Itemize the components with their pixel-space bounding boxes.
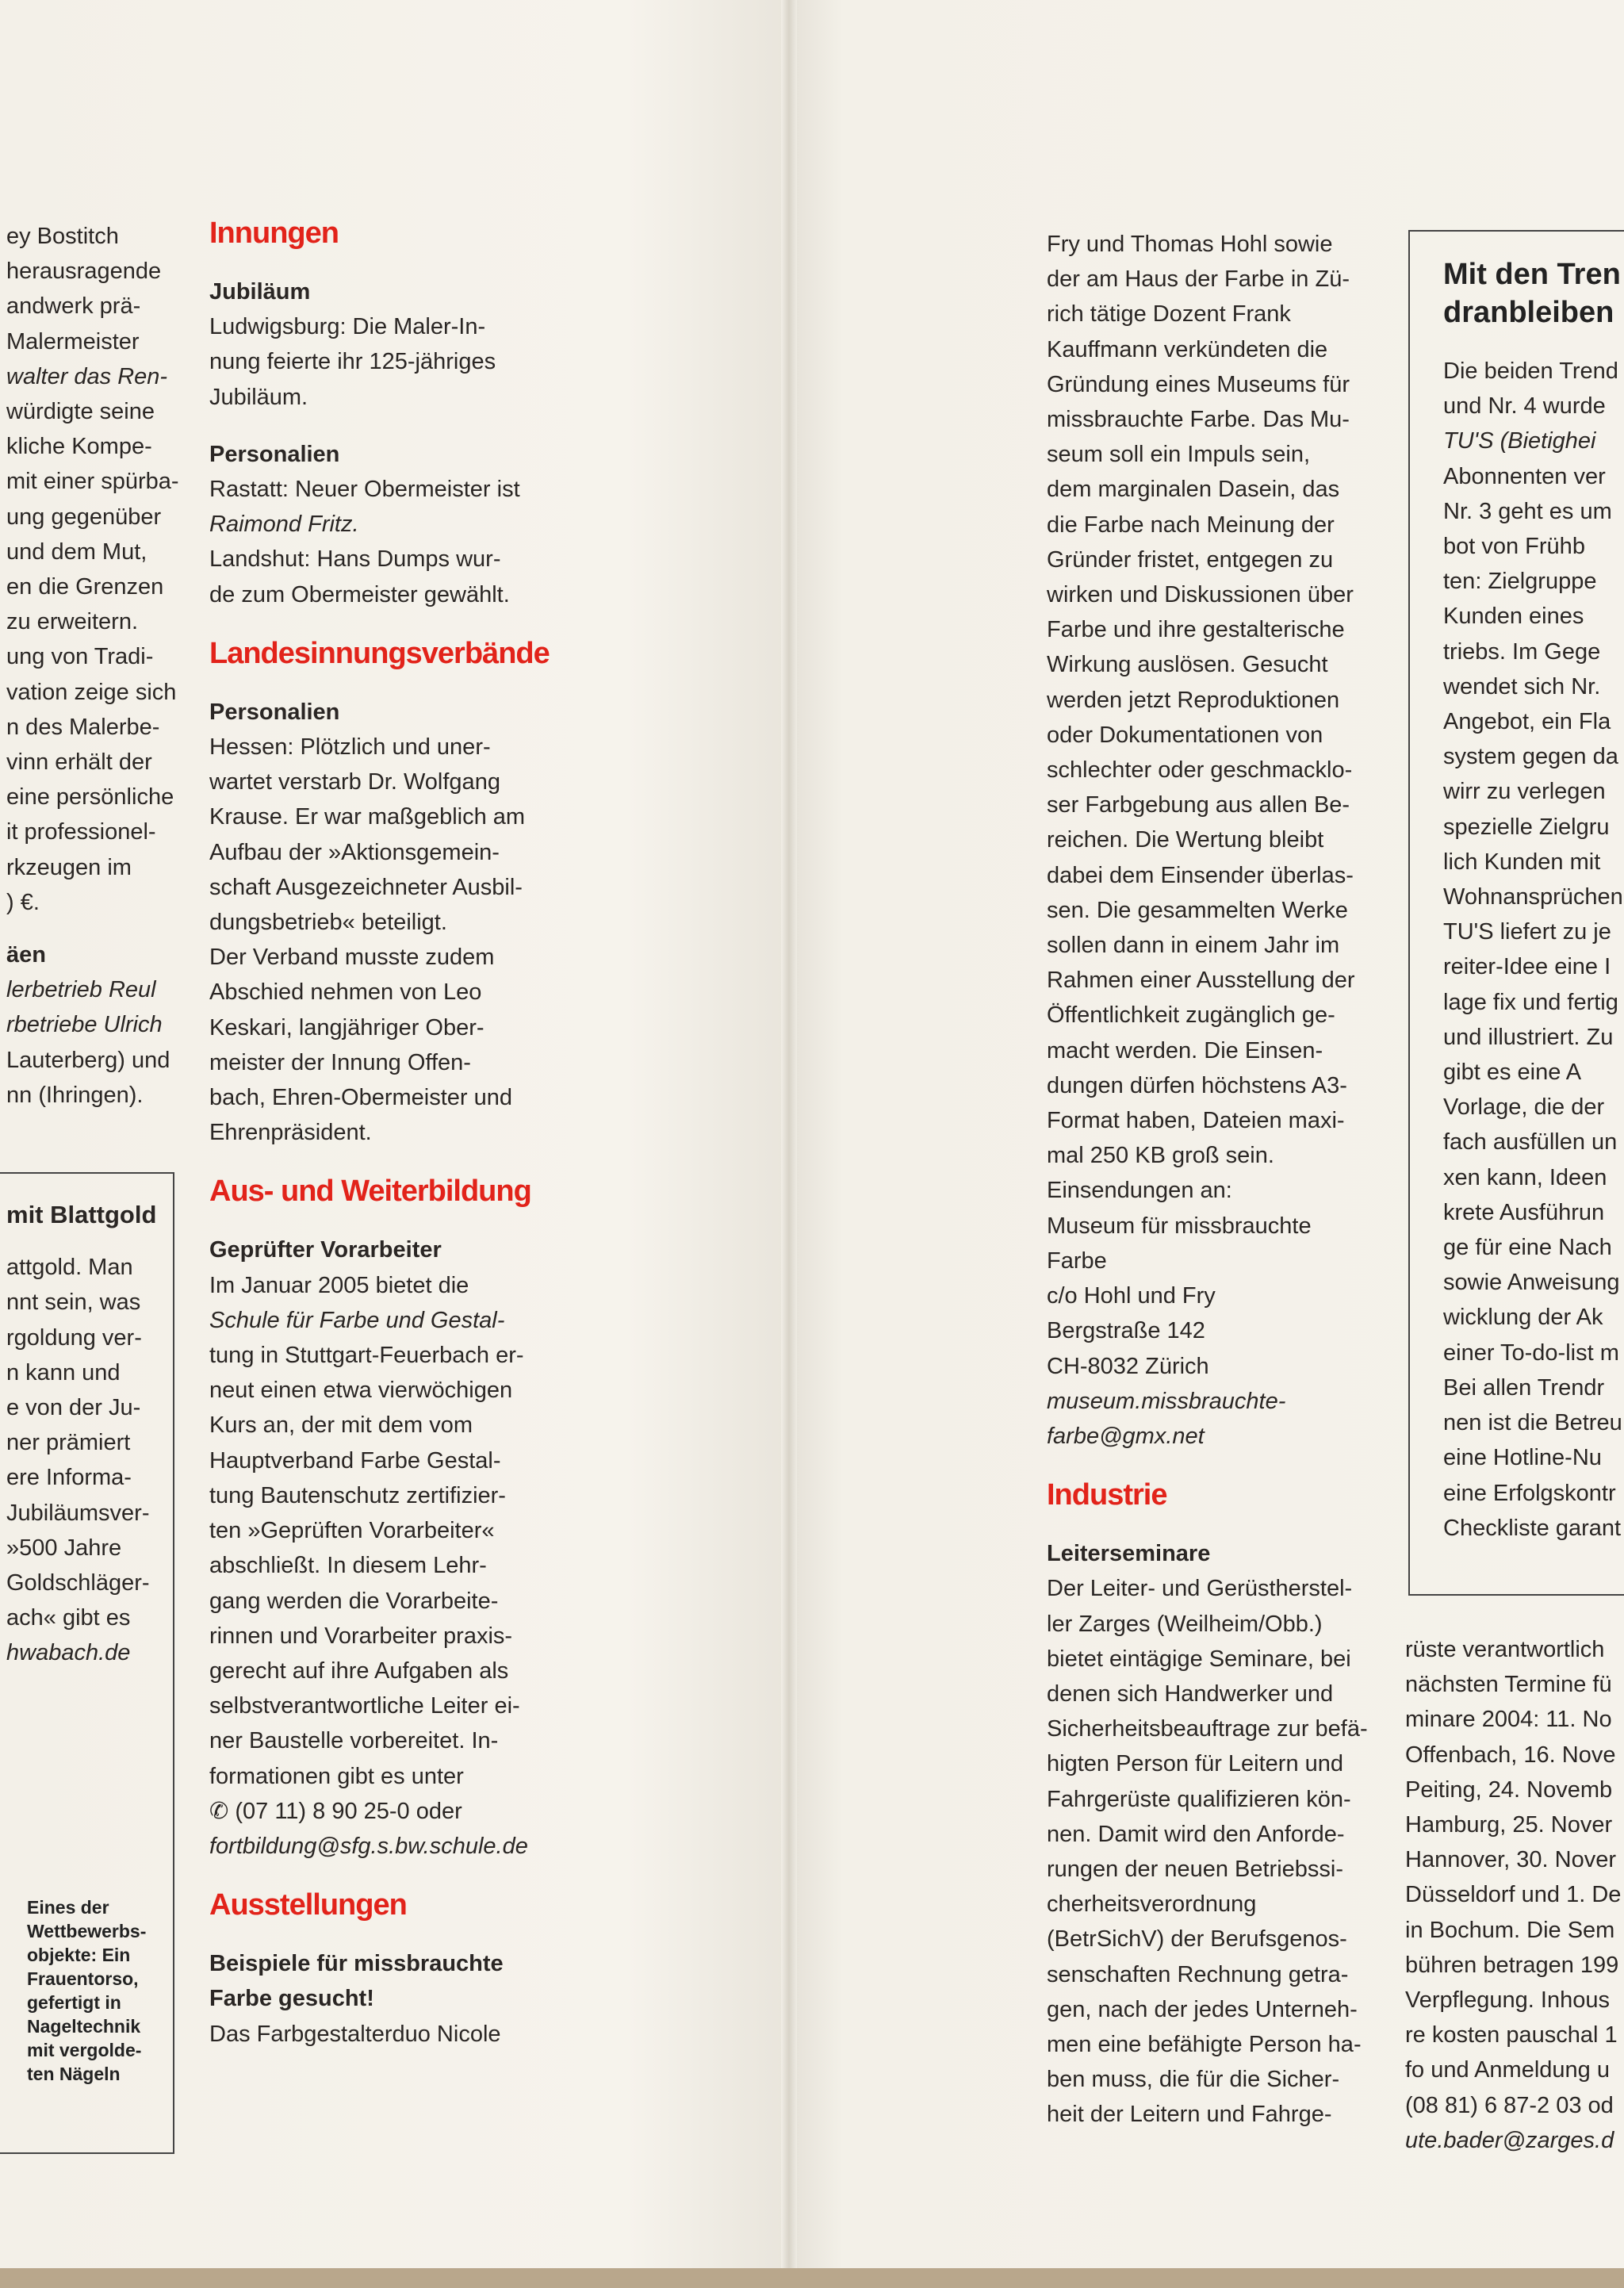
section-subheading: Geprüfter Vorarbeiter	[209, 1237, 442, 1263]
text-line: rkzeugen im	[6, 854, 132, 880]
text-line: Kunden eines	[1443, 604, 1584, 630]
text-line: Die beiden Trend	[1443, 358, 1618, 384]
text-line: gerecht auf ihre Aufgaben als	[209, 1658, 509, 1684]
box-title: Mit den Tren	[1443, 258, 1621, 291]
text-line: schaft Ausgezeichneter Ausbil-	[209, 874, 523, 900]
left-edge-column	[6, 219, 179, 1113]
text-line: Abschied nehmen von Leo	[209, 979, 482, 1006]
text-line: senschaften Rechnung getra-	[1047, 1961, 1349, 1987]
text-line: TU'S (Bietighei	[1443, 428, 1596, 454]
text-line: Öffentlichkeit zugänglich ge-	[1047, 1002, 1335, 1029]
text-line: Lauterberg) und	[6, 1047, 170, 1073]
text-line: Sicherheitsbeauftrage zur befä-	[1047, 1716, 1368, 1742]
text-line: lerbetrieb Reul	[6, 977, 156, 1003]
text-line: wendet sich Nr.	[1443, 673, 1601, 699]
text-line: rungen der neuen Betriebssi-	[1047, 1856, 1344, 1882]
text-line: werden jetzt Reproduktionen	[1047, 687, 1340, 713]
text-line: rgoldung ver-	[6, 1324, 142, 1351]
text-line: triebs. Im Gege	[1443, 638, 1601, 665]
text-line: Hamburg, 25. Nover	[1405, 1812, 1613, 1838]
text-line: Gründer fristet, entgegen zu	[1047, 546, 1334, 573]
text-line: fo und Anmeldung u	[1405, 2057, 1610, 2083]
section-heading-landesinnungsverbaende: Landesinnungsverbände	[209, 636, 550, 670]
text-line: TU'S liefert zu je	[1443, 919, 1611, 945]
text-line: Format haben, Dateien maxi-	[1047, 1108, 1345, 1134]
text-line: rbetriebe Ulrich	[6, 1012, 163, 1038]
text-line: Hauptverband Farbe Gestal-	[209, 1447, 501, 1474]
email-link[interactable]: farbe@gmx.net	[1047, 1423, 1205, 1449]
text-line: ten: Zielgruppe	[1443, 569, 1597, 595]
text-line: Abonnenten ver	[1443, 463, 1606, 489]
section-heading-industrie: Industrie	[1047, 1478, 1167, 1512]
text-line: wirr zu verlegen	[1443, 779, 1606, 805]
text-line: Hessen: Plötzlich und uner-	[209, 734, 491, 761]
text-line: Kurs an, der mit dem vom	[209, 1412, 473, 1439]
text-line: Angebot, ein Fla	[1443, 709, 1611, 735]
text-line: Gründung eines Museums für	[1047, 371, 1350, 397]
text-line: neut einen etwa vierwöchigen	[209, 1378, 513, 1404]
text-line: Farbe und ihre gestalterische	[1047, 617, 1345, 643]
text-line: n des Malerbe-	[6, 714, 160, 740]
text-line: seum soll ein Impuls sein,	[1047, 442, 1311, 468]
text-line: »500 Jahre	[6, 1535, 122, 1561]
text-line: Das Farbgestalterduo Nicole	[209, 2021, 501, 2047]
text-line: ey Bostitch	[6, 224, 119, 249]
text-line: minare 2004: 11. No	[1405, 1707, 1612, 1733]
text-line: Checkliste garant	[1443, 1515, 1622, 1541]
text-line: Wirkung auslösen. Gesucht	[1047, 652, 1328, 678]
text-line: heit der Leitern und Fahrge-	[1047, 2102, 1332, 2128]
text-line: de zum Obermeister gewählt.	[209, 581, 510, 607]
image-caption	[27, 1895, 166, 2086]
text-line: nächsten Termine fü	[1405, 1672, 1612, 1698]
text-line: ung gegenüber	[6, 504, 162, 530]
text-line: mit einer spürba-	[6, 469, 179, 495]
text-line: Goldschläger-	[6, 1570, 150, 1596]
text-line: eine persönliche	[6, 784, 174, 811]
text-line: ung von Tradi-	[6, 644, 154, 670]
news-column-right	[1047, 227, 1396, 2133]
caption-line: mit vergolde-	[27, 2040, 142, 2060]
text-line: und illustriert. Zu	[1443, 1024, 1614, 1050]
text-line: eine Hotline-Nu	[1443, 1445, 1602, 1471]
text-line: ach« gibt es	[6, 1605, 131, 1631]
section-heading-aus-und-weiterbildung: Aus- und Weiterbildung	[209, 1175, 531, 1209]
page-gutter	[781, 0, 797, 2288]
text-line: Rahmen einer Ausstellung der	[1047, 968, 1355, 994]
text-line: Keskari, langjähriger Ober-	[209, 1014, 485, 1041]
text-line: Schule für Farbe und Gestal-	[209, 1307, 505, 1333]
text-line: ner Baustelle vorbereitet. In-	[209, 1728, 499, 1754]
blattgold-box-content	[6, 1198, 169, 1671]
text-line: eine Erfolgskontr	[1443, 1480, 1616, 1506]
text-line: Im Januar 2005 bietet die	[209, 1272, 469, 1298]
text-line: ser Farbgebung aus allen Be-	[1047, 792, 1350, 818]
text-line: Der Leiter- und Gerüstherstel-	[1047, 1576, 1353, 1602]
text-line: dem marginalen Dasein, das	[1047, 477, 1340, 503]
text-line: ler Zarges (Weilheim/Obb.)	[1047, 1611, 1323, 1637]
text-line: der am Haus der Farbe in Zü-	[1047, 266, 1350, 293]
section-subheading: Beispiele für missbrauchte	[209, 1951, 504, 1977]
caption-line: gefertigt in	[27, 1992, 121, 2013]
text-line: oder Dokumentationen von	[1047, 722, 1323, 748]
text-line: sen. Die gesammelten Werke	[1047, 897, 1348, 923]
text-line: wirken und Diskussionen über	[1047, 582, 1354, 608]
text-line: krete Ausführun	[1443, 1199, 1605, 1225]
text-line: würdigte seine	[6, 399, 155, 425]
text-line: reiter-Idee eine I	[1443, 954, 1611, 980]
text-line: rüste verantwortlich	[1405, 1637, 1605, 1662]
text-line: Fahrgerüste qualifizieren kön-	[1047, 1786, 1351, 1812]
text-line: Fry und Thomas Hohl sowie	[1047, 232, 1333, 257]
text-line: kliche Kompe-	[6, 434, 152, 460]
text-line: ten »Geprüften Vorarbeiter«	[209, 1518, 495, 1544]
text-line: missbrauchte Farbe. Das Mu-	[1047, 407, 1350, 433]
text-line: Bei allen Trendr	[1443, 1374, 1605, 1401]
text-line: n kann und	[6, 1359, 121, 1385]
text-line: Der Verband musste zudem	[209, 945, 495, 971]
text-line: cherheitsverordnung	[1047, 1891, 1257, 1918]
text-line: nnt sein, was	[6, 1290, 141, 1316]
text-line: Hannover, 30. Nover	[1405, 1847, 1616, 1873]
text-line: macht werden. Die Einsen-	[1047, 1037, 1323, 1064]
scan-bottom-edge	[0, 2268, 1624, 2288]
text-line: tung Bautenschutz zertifizier-	[209, 1482, 506, 1508]
text-line: vinn erhält der	[6, 749, 152, 776]
section-subheading: Farbe gesucht!	[209, 1986, 374, 2012]
text-line: Düsseldorf und 1. De	[1405, 1882, 1622, 1908]
text-line: rich tätige Dozent Frank	[1047, 301, 1291, 328]
text-line: Wohnansprüchen	[1443, 884, 1623, 910]
email-link[interactable]: museum.missbrauchte-	[1047, 1388, 1286, 1414]
text-line: formationen gibt es unter	[209, 1763, 464, 1789]
text-line: einer To-do-list m	[1443, 1339, 1619, 1366]
text-line: system gegen da	[1443, 744, 1618, 770]
text-line: walter das Ren-	[6, 363, 168, 389]
text-line: Landshut: Hans Dumps wur-	[209, 546, 501, 573]
text-line: bot von Frühb	[1443, 534, 1585, 560]
caption-line: Nageltechnik	[27, 2016, 141, 2037]
text-line: schlechter oder geschmacklo-	[1047, 757, 1353, 784]
section-subheading: äen	[6, 942, 46, 968]
text-line: Raimond Fritz.	[209, 512, 359, 538]
text-line	[209, 309, 558, 344]
section-subheading: Personalien	[209, 441, 340, 467]
text-line: herausragende	[6, 259, 162, 285]
text-line: men eine befähigte Person ha-	[1047, 2031, 1362, 2057]
section-heading-innungen: Innungen	[209, 217, 339, 250]
caption-line: Wettbewerbs-	[27, 1921, 147, 1941]
email-link[interactable]: ute.bader@zarges.d	[1405, 2127, 1614, 2153]
text-line: andwerk prä-	[6, 293, 141, 320]
section-subheading: Leiterseminare	[1047, 1541, 1211, 1567]
text-line: Jubiläum.	[209, 384, 308, 410]
text-line: wartet verstarb Dr. Wolfgang	[209, 769, 500, 795]
text-line: ) €.	[6, 889, 40, 915]
text-line: Malermeister	[6, 328, 140, 355]
text-line: e von der Ju-	[6, 1395, 141, 1421]
text-line: sollen dann in einem Jahr im	[1047, 933, 1340, 959]
text-line: sowie Anweisung	[1443, 1270, 1620, 1296]
text-line: Krause. Er war maßgeblich am	[209, 804, 526, 830]
text-line: in Bochum. Die Sem	[1405, 1917, 1615, 1943]
text-line: rinnen und Vorarbeiter praxis-	[209, 1623, 513, 1649]
text-line: bach, Ehren-Obermeister und	[209, 1085, 513, 1111]
text-line: fach ausfüllen un	[1443, 1129, 1618, 1155]
text-line: attgold. Man	[6, 1255, 133, 1281]
text-line: ner prämiert	[6, 1430, 131, 1456]
text-line: mal 250 KB groß sein.	[1047, 1143, 1274, 1169]
text-line: und Nr. 4 wurde	[1443, 393, 1606, 420]
email-link[interactable]: fortbildung@sfg.s.bw.schule.de	[209, 1833, 528, 1859]
text-line: bühren betragen 199	[1405, 1952, 1619, 1978]
caption-line: Eines der	[27, 1897, 109, 1918]
text-line: higten Person für Leitern und	[1047, 1751, 1344, 1777]
text-line: ge für eine Nach	[1443, 1235, 1612, 1261]
text-line: gibt es eine A	[1443, 1060, 1582, 1086]
text-line: Offenbach, 16. Nove	[1405, 1742, 1616, 1768]
text-line: en die Grenzen	[6, 574, 164, 600]
section-subheading: Personalien	[209, 699, 340, 725]
text-line: gen, nach der jedes Unterneh-	[1047, 1996, 1358, 2022]
text-line: und dem Mut,	[6, 538, 147, 565]
text-line: ben muss, die für die Sicher-	[1047, 2067, 1340, 2093]
caption-line: Frauentorso,	[27, 1968, 139, 1989]
text-line: Verpflegung. Inhous	[1405, 1987, 1610, 2014]
text-line: dabei dem Einsender überlas-	[1047, 862, 1354, 888]
text-line: CH-8032 Zürich	[1047, 1353, 1209, 1379]
text-line: ere Informa-	[6, 1465, 132, 1491]
text-line: Aufbau der »Aktionsgemein-	[209, 839, 500, 865]
text-line: lage fix und fertig	[1443, 989, 1618, 1015]
text-line: hwabach.de	[6, 1640, 131, 1666]
text-line: Nr. 3 geht es um	[1443, 498, 1612, 524]
text-line: bietet eintägige Seminare, bei	[1047, 1646, 1351, 1672]
text-line: Rastatt: Neuer Obermeister ist	[209, 477, 520, 503]
text-line: denen sich Handwerker und	[1047, 1681, 1334, 1707]
text-line: Farbe	[1047, 1247, 1107, 1274]
text-line: dungsbetrieb« beteiligt.	[209, 910, 447, 936]
text-line: it professionel-	[6, 819, 156, 845]
text-line: re kosten pauschal 1	[1405, 2022, 1618, 2048]
seminar-dates-column	[1405, 1632, 1624, 2158]
text-line: Ehrenpräsident.	[209, 1120, 372, 1146]
text-line: nen ist die Betreu	[1443, 1410, 1622, 1436]
text-line: (08 81) 6 87-2 03 od	[1405, 2092, 1614, 2118]
text-line: nung feierte ihr 125-jähriges	[209, 349, 496, 375]
text-line: Einsendungen an:	[1047, 1178, 1232, 1204]
phone-line: ✆ (07 11) 8 90 25-0 oder	[209, 1798, 462, 1824]
text-fragment: Ludwigsburg: Die Maler-In-	[209, 314, 486, 340]
text-line: nn (Ihringen).	[6, 1082, 144, 1108]
text-line: abschließt. In diesem Lehr-	[209, 1553, 487, 1579]
caption-line: objekte: Ein	[27, 1945, 131, 1965]
text-line: spezielle Zielgru	[1443, 814, 1610, 840]
text-line: (BetrSichV) der Berufsgenos-	[1047, 1926, 1347, 1953]
text-line: lich Kunden mit	[1443, 849, 1601, 875]
text-line: Peiting, 24. Novemb	[1405, 1776, 1613, 1803]
text-line: Vorlage, die der	[1443, 1094, 1605, 1121]
text-line: Museum für missbrauchte	[1047, 1213, 1312, 1239]
news-column-left	[209, 214, 558, 2052]
text-line: vation zeige sich	[6, 679, 177, 705]
section-subheading: Jubiläum	[209, 279, 311, 305]
text-line: zu erweitern.	[6, 609, 139, 635]
text-line: gang werden die Vorarbeite-	[209, 1588, 499, 1614]
text-line: wicklung der Ak	[1443, 1305, 1603, 1331]
caption-line: ten Nägeln	[27, 2064, 121, 2084]
trend-box-content	[1443, 255, 1624, 1546]
text-line: reichen. Die Wertung bleibt	[1047, 827, 1324, 853]
text-line: c/o Hohl und Fry	[1047, 1283, 1216, 1309]
section-heading-ausstellungen: Ausstellungen	[209, 1888, 407, 1922]
text-line: meister der Innung Offen-	[209, 1049, 471, 1075]
text-line: Bergstraße 142	[1047, 1318, 1205, 1344]
box-title: dranbleiben	[1443, 296, 1614, 329]
text-line: xen kann, Ideen	[1443, 1164, 1607, 1190]
text-line: dungen dürfen höchstens A3-	[1047, 1072, 1347, 1098]
text-line: nen. Damit wird den Anforde-	[1047, 1821, 1345, 1847]
text-line: die Farbe nach Meinung der	[1047, 512, 1335, 538]
text-line: Kauffmann verkündeten die	[1047, 336, 1328, 362]
text-line: tung in Stuttgart-Feuerbach er-	[209, 1343, 524, 1369]
box-title: mit Blattgold	[6, 1201, 157, 1228]
text-line: Jubiläumsver-	[6, 1500, 150, 1526]
text-line: selbstverantwortliche Leiter ei-	[209, 1693, 520, 1719]
